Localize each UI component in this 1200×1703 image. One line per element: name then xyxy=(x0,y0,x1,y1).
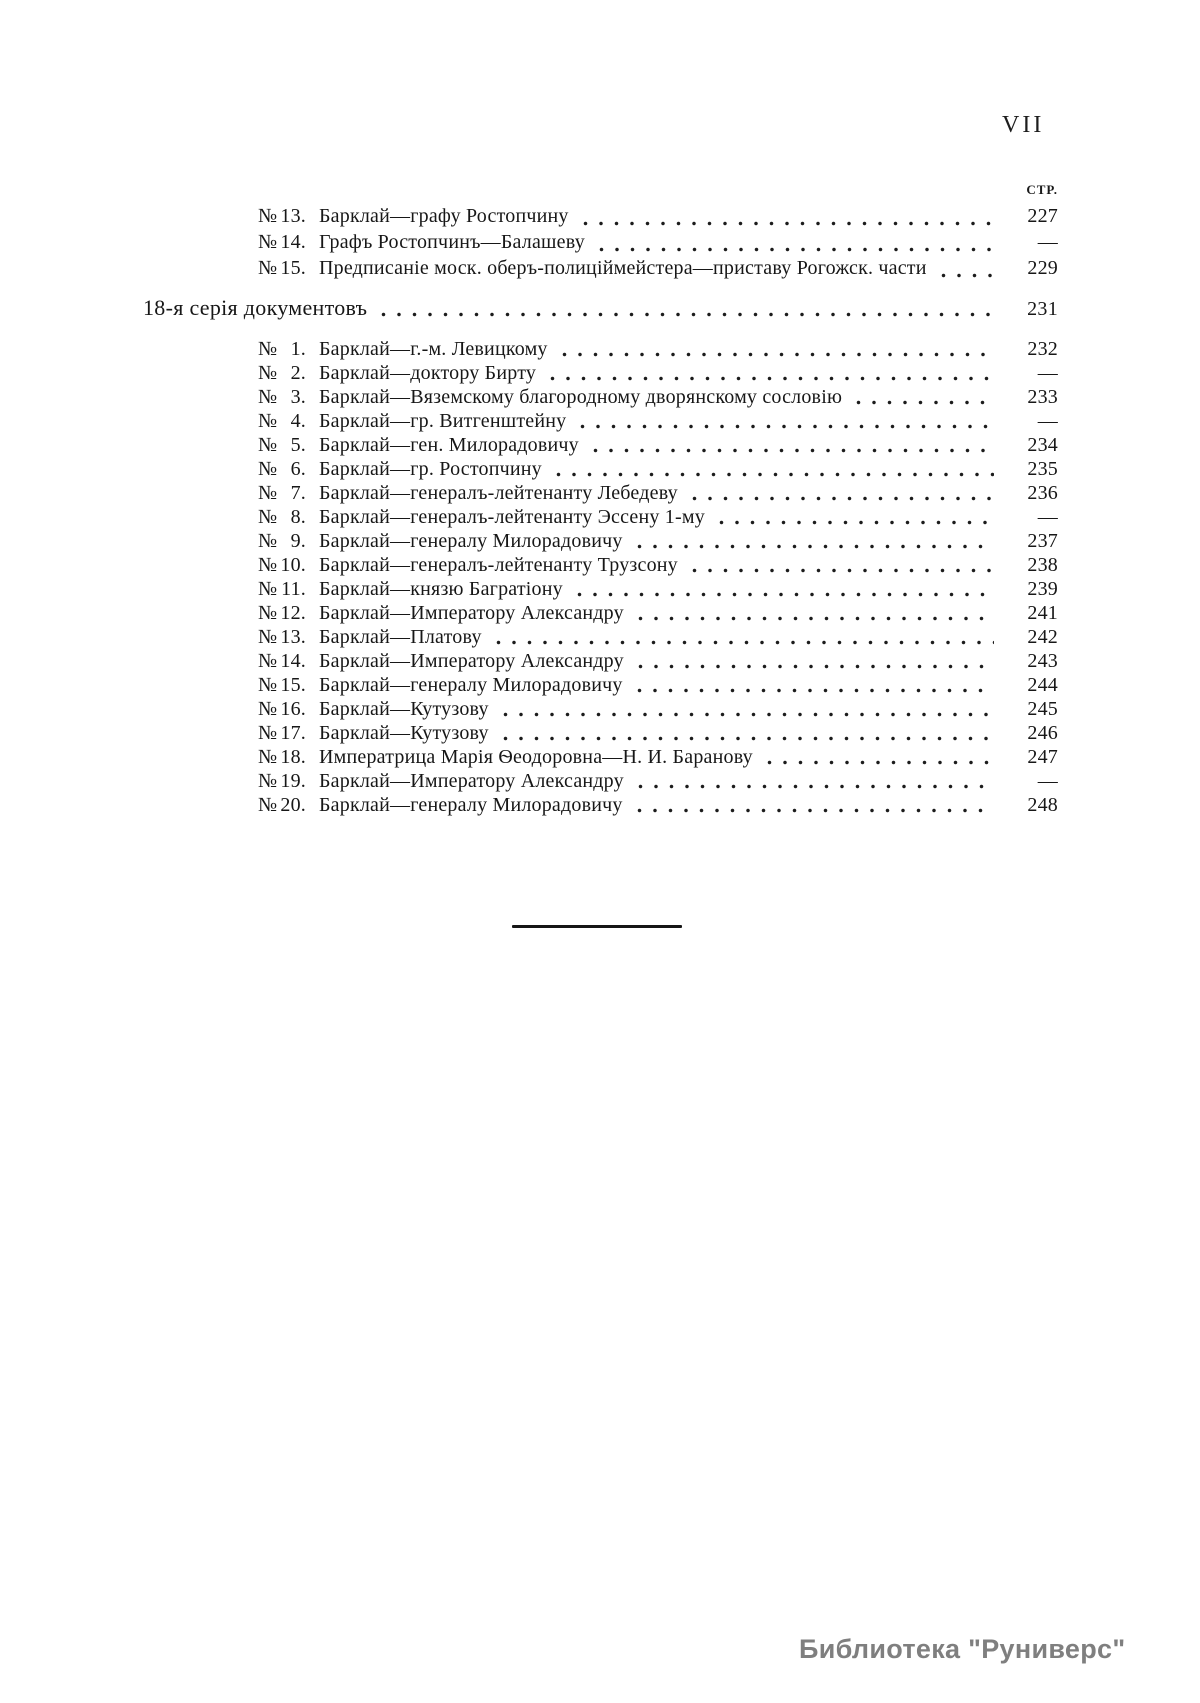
entry-page: — xyxy=(1037,362,1058,384)
toc-entry xyxy=(258,434,1058,458)
entry-number: 19. xyxy=(280,770,306,792)
numero-sign: № xyxy=(258,554,278,576)
numero-sign: № xyxy=(258,626,278,648)
entry-number: 10. xyxy=(280,554,306,576)
numero-sign: № xyxy=(258,602,278,624)
entry-title: Барклай—графу Ростопчину xyxy=(319,205,569,227)
entry-page: — xyxy=(1037,770,1058,792)
entry-number: 12. xyxy=(280,602,306,624)
numero-sign: № xyxy=(258,386,278,408)
numero-sign: № xyxy=(258,530,278,552)
entry-number: 13. xyxy=(280,205,306,227)
entry-number: 3. xyxy=(290,386,306,408)
entry-title: Барклай—доктору Бирту xyxy=(319,362,537,384)
entry-title: Предписаніе моск. оберъ-полиціймейстера—приставу Рогожск. части xyxy=(319,257,927,279)
entry-page: 234 xyxy=(1027,434,1058,456)
entry-number: 1. xyxy=(290,338,306,360)
toc-main-list xyxy=(258,338,1058,818)
entry-page: 232 xyxy=(1027,338,1058,360)
toc-entry xyxy=(258,458,1058,482)
entry-title: Барклай—генералу Милорадовичу xyxy=(319,674,623,696)
entry-number-cell xyxy=(258,626,306,649)
section-title: 18-я серія документовъ xyxy=(143,295,368,320)
toc-entry xyxy=(258,231,1058,257)
numero-sign: № xyxy=(258,434,278,456)
entry-title: Императрица Марія Ѳеодоровна—Н. И. Баранову xyxy=(319,746,753,768)
entry-number-cell xyxy=(258,530,306,553)
toc-entry xyxy=(258,386,1058,410)
entry-title: Барклай—Кутузову xyxy=(319,722,489,744)
entry-title: Барклай—Вяземскому благородному дворянскому сословію xyxy=(319,386,843,408)
entry-title: Барклай—генералу Милорадовичу xyxy=(319,794,623,816)
dot-leader xyxy=(593,448,994,453)
entry-page: 229 xyxy=(1027,257,1058,279)
toc-entry xyxy=(258,602,1058,626)
numero-sign: № xyxy=(258,338,278,360)
dot-leader xyxy=(583,221,994,226)
entry-number-cell xyxy=(258,231,306,254)
entry-page: 239 xyxy=(1027,578,1058,600)
toc-top-list xyxy=(258,205,1058,283)
dot-leader xyxy=(638,784,994,789)
numero-sign: № xyxy=(258,746,278,768)
entry-title: Барклай—гр. Витгенштейну xyxy=(319,410,567,432)
toc-entry xyxy=(258,338,1058,362)
entry-number-cell xyxy=(258,257,306,280)
entry-number-cell xyxy=(258,746,306,769)
entry-number: 15. xyxy=(280,674,306,696)
section-page: 231 xyxy=(1027,298,1058,320)
dot-leader xyxy=(719,520,994,525)
entry-number: 14. xyxy=(280,231,306,253)
dot-leader xyxy=(562,352,994,357)
toc-entry xyxy=(258,698,1058,722)
numero-sign: № xyxy=(258,231,278,253)
entry-page: — xyxy=(1037,231,1058,253)
entry-title: Барклай—г.-м. Левицкому xyxy=(319,338,548,360)
dot-leader xyxy=(637,544,994,549)
toc-entry xyxy=(258,746,1058,770)
toc-entry xyxy=(258,794,1058,818)
dot-leader xyxy=(496,640,994,645)
numero-sign: № xyxy=(258,770,278,792)
entry-page: — xyxy=(1037,506,1058,528)
entry-page: 236 xyxy=(1027,482,1058,504)
toc-entry xyxy=(258,205,1058,231)
entry-number: 7. xyxy=(290,482,306,504)
entry-title: Барклай—генералъ-лейтенанту Лебедеву xyxy=(319,482,678,504)
entry-page: 237 xyxy=(1027,530,1058,552)
entry-number: 11. xyxy=(281,578,306,600)
numero-sign: № xyxy=(258,205,278,227)
numero-sign: № xyxy=(258,794,278,816)
entry-number-cell xyxy=(258,554,306,577)
entry-number-cell xyxy=(258,770,306,793)
entry-page: 241 xyxy=(1027,602,1058,624)
library-watermark: Библиотека "Руниверс" xyxy=(799,1634,1126,1664)
entry-page: 245 xyxy=(1027,698,1058,720)
toc-entry xyxy=(258,578,1058,602)
dot-leader xyxy=(856,400,994,405)
entry-title: Барклай—ген. Милорадовичу xyxy=(319,434,579,456)
entry-number-cell xyxy=(258,205,306,228)
entry-page: 238 xyxy=(1027,554,1058,576)
entry-number: 6. xyxy=(290,458,306,480)
entry-number-cell xyxy=(258,602,306,625)
dot-leader xyxy=(637,688,994,693)
dot-leader xyxy=(599,247,994,252)
dot-leader xyxy=(556,472,994,477)
entry-number-cell xyxy=(258,458,306,481)
entry-number-cell xyxy=(258,362,306,385)
dot-leader xyxy=(503,712,994,717)
entry-title: Барклай—Платову xyxy=(319,626,482,648)
entry-number-cell xyxy=(258,482,306,505)
entry-number: 9. xyxy=(290,530,306,552)
entry-number: 8. xyxy=(290,506,306,528)
entry-page: 235 xyxy=(1027,458,1058,480)
entry-number: 20. xyxy=(280,794,306,816)
entry-title: Барклай—генералу Милорадовичу xyxy=(319,530,623,552)
numero-sign: № xyxy=(258,482,278,504)
entry-number: 14. xyxy=(280,650,306,672)
entry-title: Графъ Ростопчинъ—Балашеву xyxy=(319,231,585,253)
entry-number-cell xyxy=(258,722,306,745)
numero-sign: № xyxy=(258,458,278,480)
dot-leader xyxy=(381,312,994,317)
numero-sign: № xyxy=(258,578,278,600)
entry-page: 227 xyxy=(1027,205,1058,227)
entry-page: 246 xyxy=(1027,722,1058,744)
entry-page: 242 xyxy=(1027,626,1058,648)
entry-page: 248 xyxy=(1027,794,1058,816)
dot-leader xyxy=(637,808,994,813)
toc-section-header xyxy=(143,295,1058,323)
entry-number-cell xyxy=(258,674,306,697)
toc-entry xyxy=(258,554,1058,578)
numero-sign: № xyxy=(258,674,278,696)
entry-number: 18. xyxy=(280,746,306,768)
page-number-folio: VII xyxy=(1002,112,1045,138)
entry-number-cell xyxy=(258,794,306,817)
toc-entry xyxy=(258,722,1058,746)
entry-page: 233 xyxy=(1027,386,1058,408)
dot-leader xyxy=(550,376,994,381)
dot-leader xyxy=(692,568,994,573)
entry-title: Барклай—генералъ-лейтенанту Трузсону xyxy=(319,554,678,576)
toc-entry xyxy=(258,626,1058,650)
dot-leader xyxy=(638,616,994,621)
entry-number: 5. xyxy=(290,434,306,456)
toc-entry xyxy=(258,674,1058,698)
toc-entry xyxy=(258,257,1058,283)
dot-leader xyxy=(767,760,994,765)
dot-leader xyxy=(638,664,994,669)
entry-number-cell xyxy=(258,386,306,409)
dot-leader xyxy=(503,736,994,741)
entry-number: 17. xyxy=(280,722,306,744)
dot-leader xyxy=(577,592,994,597)
entry-number-cell xyxy=(258,650,306,673)
entry-title: Барклай—князю Багратіону xyxy=(319,578,563,600)
entry-title: Барклай—Императору Александру xyxy=(319,650,624,672)
numero-sign: № xyxy=(258,722,278,744)
dot-leader xyxy=(580,424,994,429)
toc-entry xyxy=(258,650,1058,674)
toc-entry xyxy=(258,506,1058,530)
entry-number: 4. xyxy=(290,410,306,432)
entry-number-cell xyxy=(258,434,306,457)
toc-entry xyxy=(258,530,1058,554)
entry-number: 16. xyxy=(280,698,306,720)
entry-title: Барклай—Императору Александру xyxy=(319,602,624,624)
numero-sign: № xyxy=(258,362,278,384)
entry-page: — xyxy=(1037,410,1058,432)
numero-sign: № xyxy=(258,410,278,432)
entry-page: 244 xyxy=(1027,674,1058,696)
entry-number: 13. xyxy=(280,626,306,648)
entry-number: 2. xyxy=(290,362,306,384)
toc-entry xyxy=(258,770,1058,794)
toc-entry xyxy=(258,362,1058,386)
numero-sign: № xyxy=(258,698,278,720)
toc-entry xyxy=(258,482,1058,506)
dot-leader xyxy=(941,273,994,278)
entry-number-cell xyxy=(258,506,306,529)
entry-number-cell xyxy=(258,578,306,601)
entry-page: 243 xyxy=(1027,650,1058,672)
numero-sign: № xyxy=(258,650,278,672)
toc-entry xyxy=(258,410,1058,434)
section-divider-rule xyxy=(512,925,682,928)
entry-number-cell xyxy=(258,338,306,361)
entry-title: Барклай—гр. Ростопчину xyxy=(319,458,542,480)
numero-sign: № xyxy=(258,506,278,528)
dot-leader xyxy=(692,496,994,501)
entry-title: Барклай—Императору Александру xyxy=(319,770,624,792)
numero-sign: № xyxy=(258,257,278,279)
page-column-header: СТР. xyxy=(1026,182,1058,197)
entry-number-cell xyxy=(258,410,306,433)
entry-title: Барклай—генералъ-лейтенанту Эссену 1-му xyxy=(319,506,705,528)
entry-title: Барклай—Кутузову xyxy=(319,698,489,720)
entry-page: 247 xyxy=(1027,746,1058,768)
entry-number: 15. xyxy=(280,257,306,279)
entry-number-cell xyxy=(258,698,306,721)
